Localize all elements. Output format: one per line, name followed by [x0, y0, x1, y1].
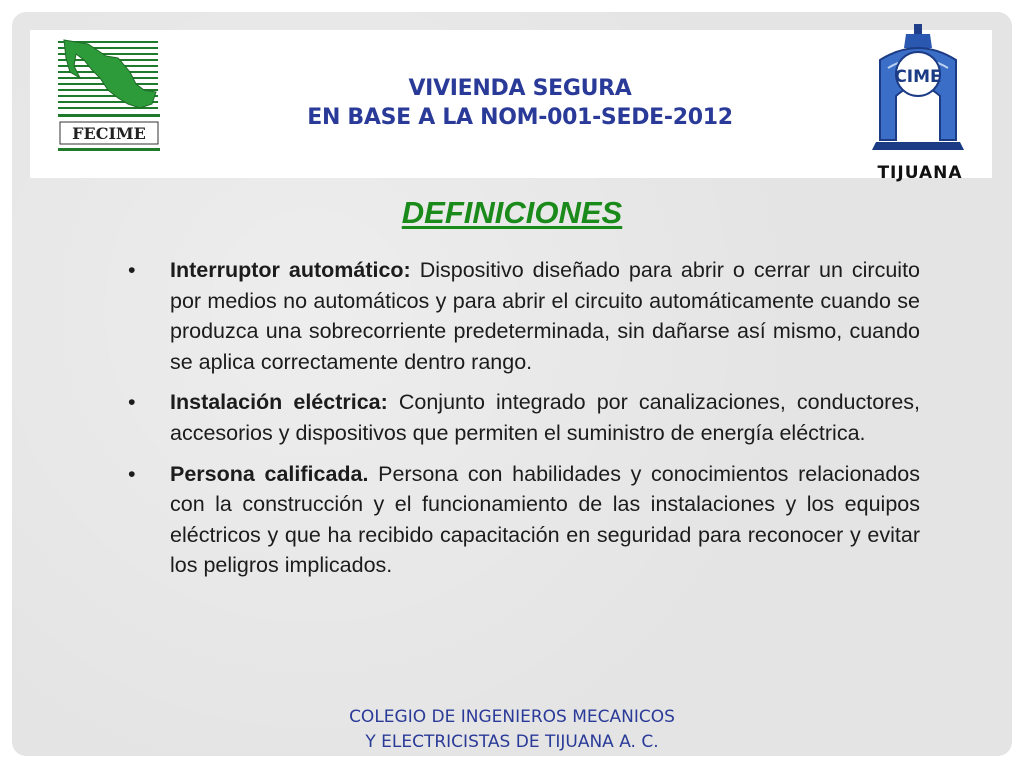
- definitions-list: [128, 255, 920, 591]
- logo-caption: TIJUANA: [877, 163, 963, 183]
- definition-text: Persona con habilidades y conocimientos relacionados con la construcción y el funcionamiento de las instalaciones y los equipos eléctricos y que ha recibido capacitación en seguridad para reconocer y evitar los peligros implicados.: [170, 461, 920, 578]
- fecime-logo-text: FECIME: [72, 124, 146, 143]
- footer-line-1: COLEGIO DE INGENIEROS MECANICOS: [349, 707, 675, 727]
- list-item: [128, 255, 920, 377]
- definition-term: Interruptor automático:: [170, 258, 411, 282]
- cime-tijuana-logo: [866, 24, 970, 160]
- definition-text: Dispositivo diseñado para abrir o cerrar un circuito por medios no automáticos y para abrir el circuito automáticamente cuando se produzca una sobrecorriente predeterminada, sin dañarse así mismo, cuando se aplica correctamente dentro rango.: [170, 258, 920, 374]
- bullet: •: [128, 461, 136, 486]
- bullet: •: [128, 258, 136, 282]
- presentation-title: [250, 74, 790, 132]
- definition-term: Persona calificada.: [170, 461, 369, 486]
- list-item: [128, 387, 920, 448]
- footer: [0, 705, 1024, 755]
- definition-term: Instalación eléctrica:: [170, 390, 388, 415]
- footer-line-2: Y ELECTRICISTAS DE TIJUANA A. C.: [365, 732, 659, 752]
- cime-logo-text: CIME: [894, 67, 942, 87]
- title-line-1: VIVIENDA SEGURA: [408, 76, 632, 101]
- fecime-logo: [58, 38, 160, 152]
- definition-text: Conjunto integrado por canalizaciones, conductores, accesorios y dispositivos que permiten el suministro de energía eléctrica.: [170, 390, 921, 445]
- bullet: •: [128, 390, 136, 415]
- title-line-2: EN BASE A LA NOM-001-SEDE-2012: [307, 105, 733, 130]
- section-title: DEFINICIONES: [401, 195, 623, 230]
- list-item: [128, 459, 920, 581]
